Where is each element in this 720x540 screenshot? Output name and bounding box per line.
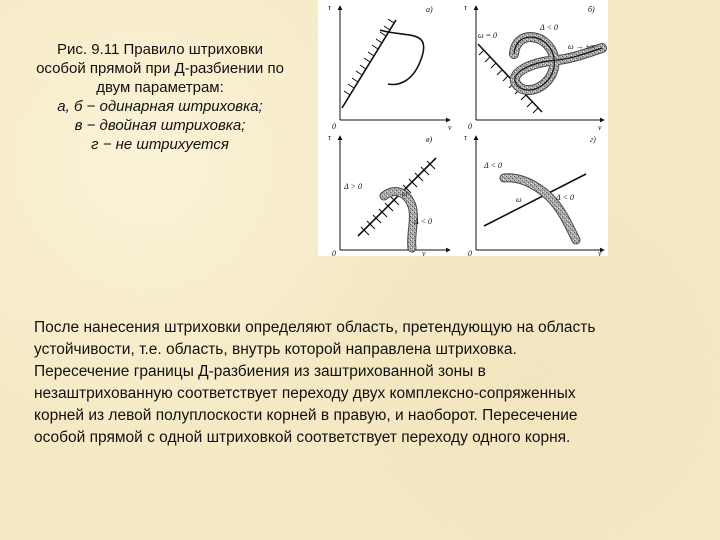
caption-title: Рис. 9.11 Правило штриховки xyxy=(57,41,263,58)
d-partition-figure xyxy=(318,0,608,256)
paragraph-line: корней из левой полуплоскости корней в правую, и наоборот. Пересечение xyxy=(34,407,578,424)
panel-b-letter: б) xyxy=(588,5,595,14)
panel-b-y-axis: τ xyxy=(464,3,467,12)
panel-g-x-axis: ν xyxy=(598,249,602,256)
panel-b-x-axis: ν xyxy=(598,123,602,132)
panel-g-y-axis: τ xyxy=(464,133,467,142)
panel-a-x-axis: ν xyxy=(448,123,452,132)
paragraph-line: После нанесения штриховки определяют область, претендующую на область xyxy=(34,319,596,336)
panel-g-label-delta-left: Δ < 0 xyxy=(484,161,502,170)
panel-v-label-omega: ω xyxy=(402,189,408,198)
panel-a-y-axis: τ xyxy=(328,3,331,12)
panel-g-origin: 0 xyxy=(468,249,472,256)
panel-g-label-omega: ω xyxy=(516,195,522,204)
panel-b xyxy=(464,3,604,132)
paragraph-line: незаштрихованную соответствует переходу двух комплексно-сопряженных xyxy=(34,385,576,402)
paragraph-line: устойчивости, т.е. область, внутрь которой направлена штриховка. xyxy=(34,341,517,358)
caption-item-g: г − не штрихуется xyxy=(91,136,229,153)
panel-v-label-delta-pos: Δ > 0 xyxy=(344,182,362,191)
caption-item-v: в − двойная штриховка; xyxy=(74,117,246,134)
panel-g xyxy=(464,133,604,256)
panel-g-letter: г) xyxy=(590,135,596,144)
panel-v-origin: 0 xyxy=(332,249,336,256)
figure-caption xyxy=(4,40,316,154)
paragraph-line: Пересечение границы Д-разбиения из заштрихованной зоны в xyxy=(34,363,486,380)
panel-v-y-axis: τ xyxy=(328,133,331,142)
caption-line: двум параметрам: xyxy=(96,79,224,96)
panel-b-label-omega0: ω = 0 xyxy=(478,31,498,40)
panel-b-label-omega-inf: ω → ±∞ xyxy=(568,42,596,51)
explanation-paragraph xyxy=(34,317,694,449)
panel-a xyxy=(328,3,452,132)
panel-b-origin: 0 xyxy=(468,122,472,131)
paragraph-line: особой прямой с одной штриховкой соответствует переходу одного корня. xyxy=(34,429,571,446)
panel-v xyxy=(328,133,450,256)
panel-b-label-delta: Δ < 0 xyxy=(540,23,558,32)
panel-v-letter: в) xyxy=(426,135,433,144)
panel-g-label-delta-right: Δ < 0 xyxy=(556,193,574,202)
caption-line: особой прямой при Д-разбиении по xyxy=(36,60,284,77)
figure-diagram xyxy=(318,0,608,256)
panel-v-label-delta-neg: Δ < 0 xyxy=(414,217,432,226)
panel-a-origin: 0 xyxy=(332,122,336,131)
panel-v-x-axis: ν xyxy=(422,249,426,256)
panel-a-letter: a) xyxy=(426,5,433,14)
caption-item-ab: а, б − одинарная штриховка; xyxy=(57,98,263,115)
